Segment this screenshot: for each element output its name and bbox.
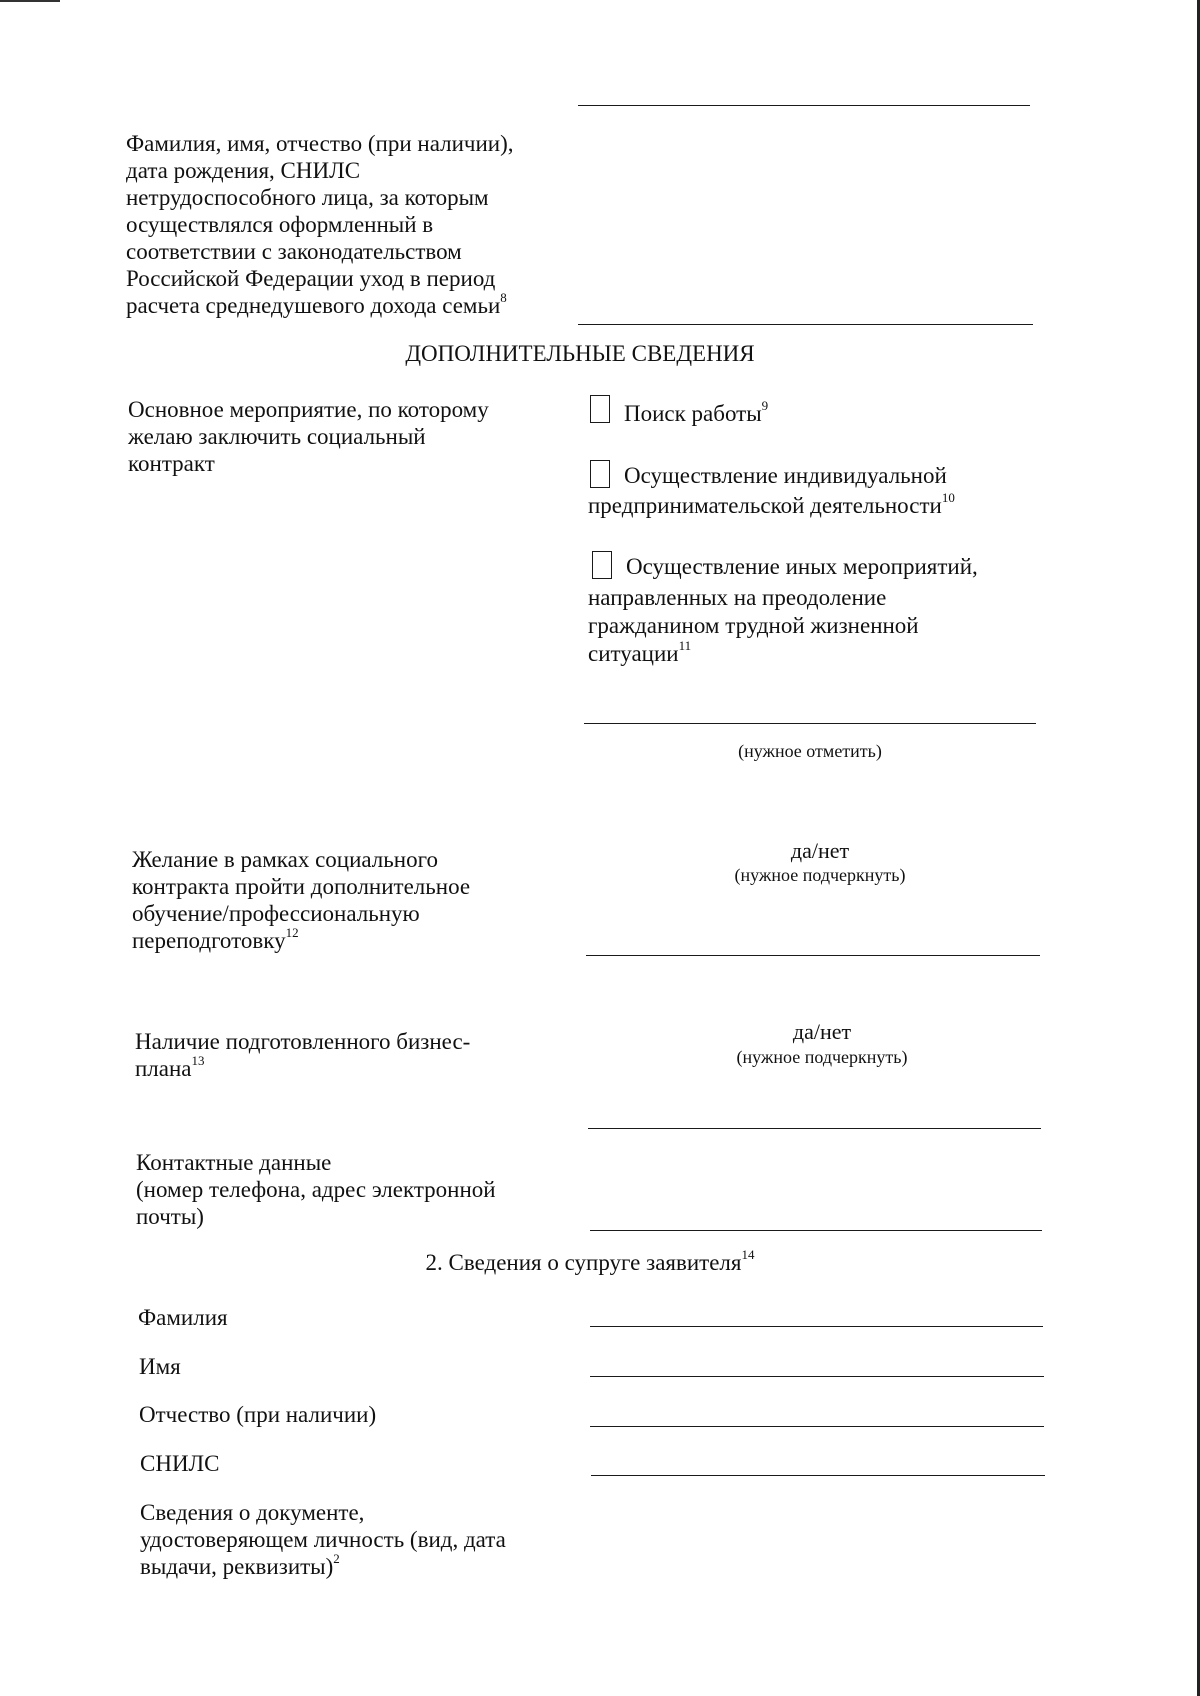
option-other-text: направленных на преодоление гражданином трудной жизненной ситуации: [588, 585, 919, 666]
contacts-label: Контактные данные (номер телефона, адрес электронной почты): [136, 1150, 496, 1229]
option-entrepreneurship-line1: Осуществление индивидуальной: [624, 463, 947, 488]
footnote-ref: 12: [285, 925, 299, 941]
footnote-ref: 13: [191, 1053, 205, 1069]
bizplan-yes-no[interactable]: да/нет: [792, 1019, 852, 1044]
option-job-search-label: [624, 400, 768, 428]
footnote-ref: 2: [333, 1551, 340, 1567]
training-hint: (нужное подчеркнуть): [734, 865, 906, 885]
spouse-patronymic-label: Отчество (при наличии): [139, 1402, 377, 1427]
option-other-line1: Осуществление иных мероприятий,: [626, 554, 978, 579]
footnote-ref: 14: [741, 1247, 755, 1263]
additional-section-title: ДОПОЛНИТЕЛЬНЫЕ СВЕДЕНИЯ: [405, 341, 755, 366]
spouse-surname-label: Фамилия: [138, 1305, 228, 1330]
training-label: [132, 846, 572, 954]
bizplan-label: [135, 1028, 555, 1082]
careperson-label: [126, 130, 586, 319]
spouse-snils-label: СНИЛС: [140, 1451, 220, 1476]
option-entrepreneurship-rest: [588, 492, 955, 520]
footnote-ref: 11: [678, 638, 692, 654]
option-job-search-text: Поиск работы: [624, 401, 762, 426]
field-line-top[interactable]: [578, 105, 1030, 106]
option-other-rest: [588, 584, 1008, 668]
training-field-line[interactable]: [586, 955, 1040, 956]
activity-field-line[interactable]: [584, 723, 1036, 724]
careperson-label-text: Фамилия, имя, отчество (при наличии), дата рождения, СНИЛС нетрудоспособного лица, за которым осуществлялся оформленный в соответствии с законодательством Российской Федерации уход в период расчета среднедушевого дохода семьи: [126, 131, 514, 318]
option-entrepreneurship-text: предпринимательской деятельности: [588, 493, 942, 518]
spouse-name-field-line[interactable]: [590, 1376, 1044, 1377]
bizplan-hint: (нужное подчеркнуть): [736, 1047, 908, 1067]
footnote-ref: 10: [941, 490, 955, 506]
training-label-text: Желание в рамках социального контракта пройти дополнительное обучение/профессиональную переподготовку: [132, 847, 471, 953]
mark-hint: (нужное отметить): [738, 741, 882, 761]
contacts-field-line[interactable]: [590, 1230, 1042, 1231]
spouse-document-label: [140, 1499, 580, 1580]
checkbox-other-activities[interactable]: [592, 551, 612, 579]
checkbox-job-search[interactable]: [590, 395, 610, 423]
spouse-section-title-text: 2. Сведения о супруге заявителя: [425, 1250, 742, 1275]
careperson-field-line[interactable]: [578, 324, 1033, 325]
spouse-section-title: [320, 1249, 860, 1277]
main-activity-label: Основное мероприятие, по которому желаю заключить социальный контракт: [128, 397, 489, 476]
footnote-ref: 9: [761, 398, 769, 414]
bizplan-field-line[interactable]: [588, 1128, 1041, 1129]
spouse-snils-field-line[interactable]: [591, 1475, 1045, 1476]
bizplan-label-text: Наличие подготовленного бизнес- плана: [135, 1029, 471, 1081]
spouse-patronymic-field-line[interactable]: [590, 1426, 1044, 1427]
spouse-surname-field-line[interactable]: [590, 1326, 1043, 1327]
spouse-document-label-text: Сведения о документе, удостоверяющем личность (вид, дата выдачи, реквизиты): [140, 1500, 506, 1579]
spouse-name-label: Имя: [139, 1354, 181, 1379]
footnote-ref: 8: [500, 290, 507, 306]
scan-edge-mark: [0, 0, 60, 2]
training-yes-no[interactable]: да/нет: [790, 838, 850, 863]
checkbox-entrepreneurship[interactable]: [590, 460, 610, 488]
